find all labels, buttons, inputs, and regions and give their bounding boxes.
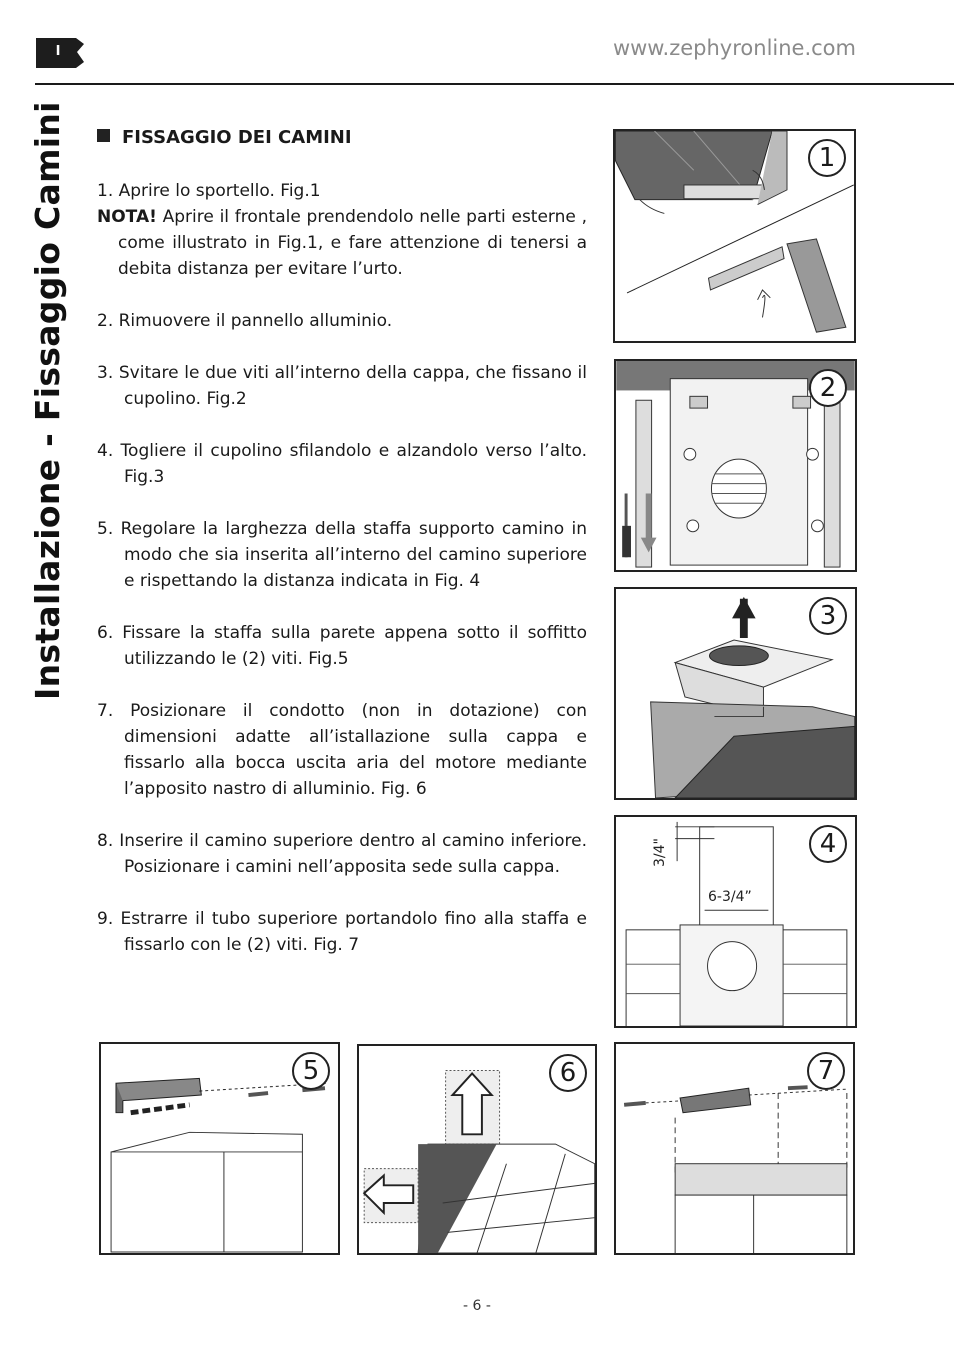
figure-7 xyxy=(614,1042,855,1255)
step-7: 7. Posizionare il condotto (non in dotazione) con dimensioni adatte all’istallazione sulla cappa e fissarlo alla bocca uscita aria del motore mediante l’apposito nastro di alluminio. Fig. 6 xyxy=(97,701,587,799)
header-rule xyxy=(35,83,954,85)
step-2: 2. Rimuovere il pannello alluminio. xyxy=(97,311,393,331)
figure-5-number: 5 xyxy=(292,1052,330,1090)
section-title: FISSAGGIO DEI CAMINI xyxy=(122,127,352,148)
step-6: 6. Fissare la staffa sulla parete appena sotto il soffitto utilizzando le (2) viti. Fig.5 xyxy=(97,623,587,669)
figure-4-number: 4 xyxy=(809,825,847,863)
step-1: 1. Aprire lo sportello. Fig.1 xyxy=(97,181,321,201)
figure-3-number: 3 xyxy=(809,597,847,635)
step-9: 9. Estrarre il tubo superiore portandolo fino alla staffa e fissarlo con le (2) viti. Fig. 7 xyxy=(97,909,587,955)
figure-2 xyxy=(614,359,857,572)
language-tab-label: I xyxy=(55,44,61,59)
figure-7-number: 7 xyxy=(807,1052,845,1090)
note-label: NOTA! xyxy=(97,207,157,227)
figure-6 xyxy=(357,1044,597,1255)
step-3: 3. Svitare le due viti all’interno della cappa, che fissano il cupolino. Fig.2 xyxy=(97,363,587,409)
figure-1 xyxy=(613,129,856,343)
step-8: 8. Inserire il camino superiore dentro al camino inferiore. Posizionare i camini nell’apposita sede sulla cappa. xyxy=(97,831,587,877)
figure-5 xyxy=(99,1042,340,1255)
page-number: - 6 - xyxy=(463,1298,491,1314)
note-text: Aprire il frontale prendendolo nelle parti esterne , come illustrato in Fig.1, e fare attenzione di tenersi a debita distanza per evitare l’urto. xyxy=(118,207,587,279)
note-paragraph xyxy=(97,204,587,282)
step-5: 5. Regolare la larghezza della staffa supporto camino in modo che sia inserita all’interno del camino superiore e rispettando la distanza indicata in Fig. 4 xyxy=(97,519,587,591)
figure-2-number: 2 xyxy=(809,369,847,407)
bullet-square-icon xyxy=(97,129,110,142)
side-title: Installazione - Fissaggio Camini xyxy=(28,101,67,700)
step-4: 4. Togliere il cupolino sfilandolo e alzandolo verso l’alto. Fig.3 xyxy=(97,441,587,487)
figure-3 xyxy=(614,587,857,800)
section-heading xyxy=(97,127,352,148)
figure-4-vertical-dimension: 3/4" xyxy=(652,838,668,867)
figure-4-horizontal-dimension: 6-3/4” xyxy=(708,889,752,905)
website-url[interactable]: www.zephyronline.com xyxy=(612,36,856,60)
instruction-list xyxy=(97,178,587,984)
figure-1-number: 1 xyxy=(808,139,846,177)
figure-4 xyxy=(614,815,857,1028)
figure-6-number: 6 xyxy=(549,1054,587,1092)
